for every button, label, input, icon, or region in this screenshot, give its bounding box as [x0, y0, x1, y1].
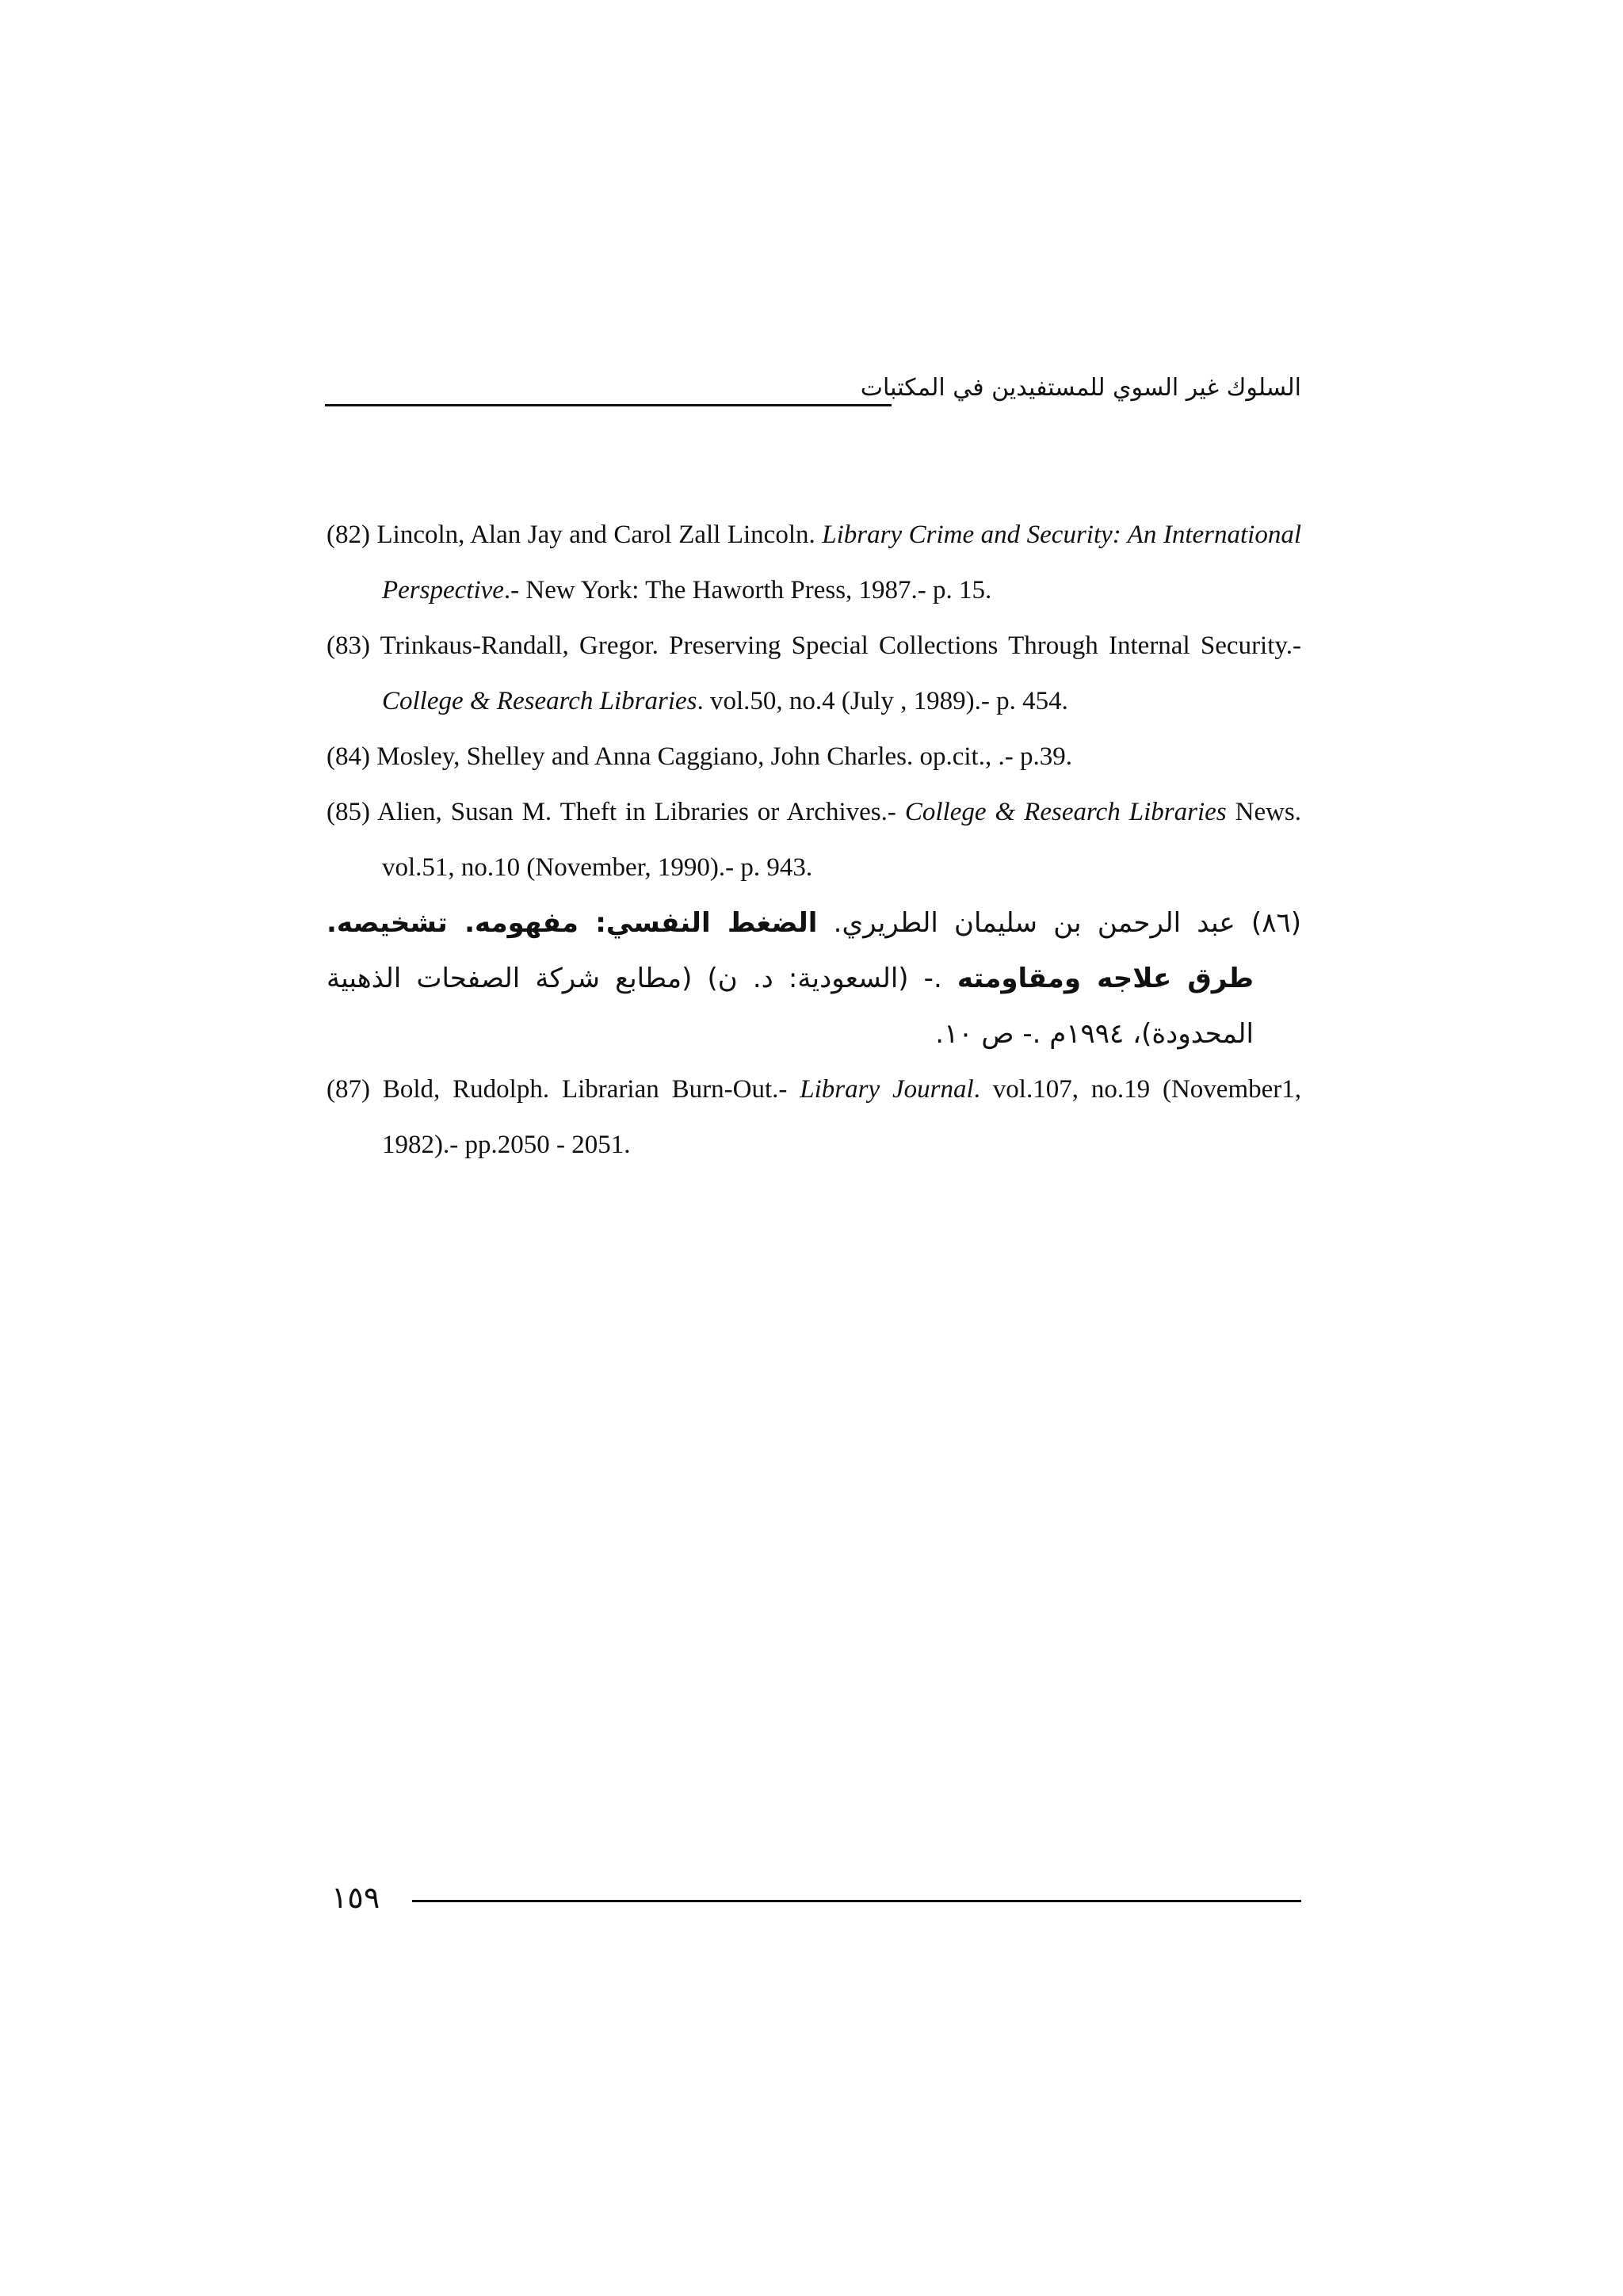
footnote-86-title: الضغط النفسي: مفهومه. تشخيصه. طرق علاجه ومقاومته [327, 907, 1254, 994]
footnote-84: (84) Mosley, Shelley and Anna Caggiano, John Charles. op.cit., .- p.39. [327, 742, 1072, 771]
page-footer [325, 1878, 1301, 1925]
footnote-87-journal: Library Journal [800, 1075, 974, 1104]
footnote-83: (83) Trinkaus-Randall, Gregor. Preserving Special Collections Through Internal Security.- College & Research Libraries. vol.50, no.4 (July , 1989).- p. 454. [327, 631, 1301, 715]
footnote-87: (87) Bold, Rudolph. Librarian Burn-Out.- Library Journal. vol.107, no.19 (November1, 1982).- pp.2050 - 2051. [327, 1075, 1301, 1159]
footnote-85-journal: College & Research Libraries [904, 798, 1227, 826]
footnote-85: (85) Alien, Susan M. Theft in Libraries or Archives.- College & Research Libraries News. vol.51, no.10 (November, 1990).- p. 943. [327, 798, 1302, 882]
footnote-82-title: Library Crime and Security: An International Perspective [382, 521, 1301, 605]
page-number: ١٥٩ [331, 1880, 380, 1915]
footnote-list [327, 507, 1301, 1173]
footnote-83-journal: College & Research Libraries [382, 687, 697, 715]
footnote-82: (82) Lincoln, Alan Jay and Carol Zall Lincoln. Library Crime and Security: An International Perspective.- New York: The Haworth Press, 1987.- p. 15. [327, 521, 1301, 605]
footnote-86: (٨٦) عبد الرحمن بن سليمان الطريري. الضغط النفسي: مفهومه. تشخيصه. طرق علاجه ومقاومته .- (السعودية: د. ن) (مطابع شركة الصفحات الذهبية المحدودة)، ١٩٩٤م .- ص ١٠. [327, 907, 1301, 1050]
header-rule [325, 404, 892, 406]
running-header [325, 372, 1301, 420]
header-title: السلوك غير السوي للمستفيدين في المكتبات [860, 374, 1301, 402]
footer-rule [412, 1900, 1301, 1902]
